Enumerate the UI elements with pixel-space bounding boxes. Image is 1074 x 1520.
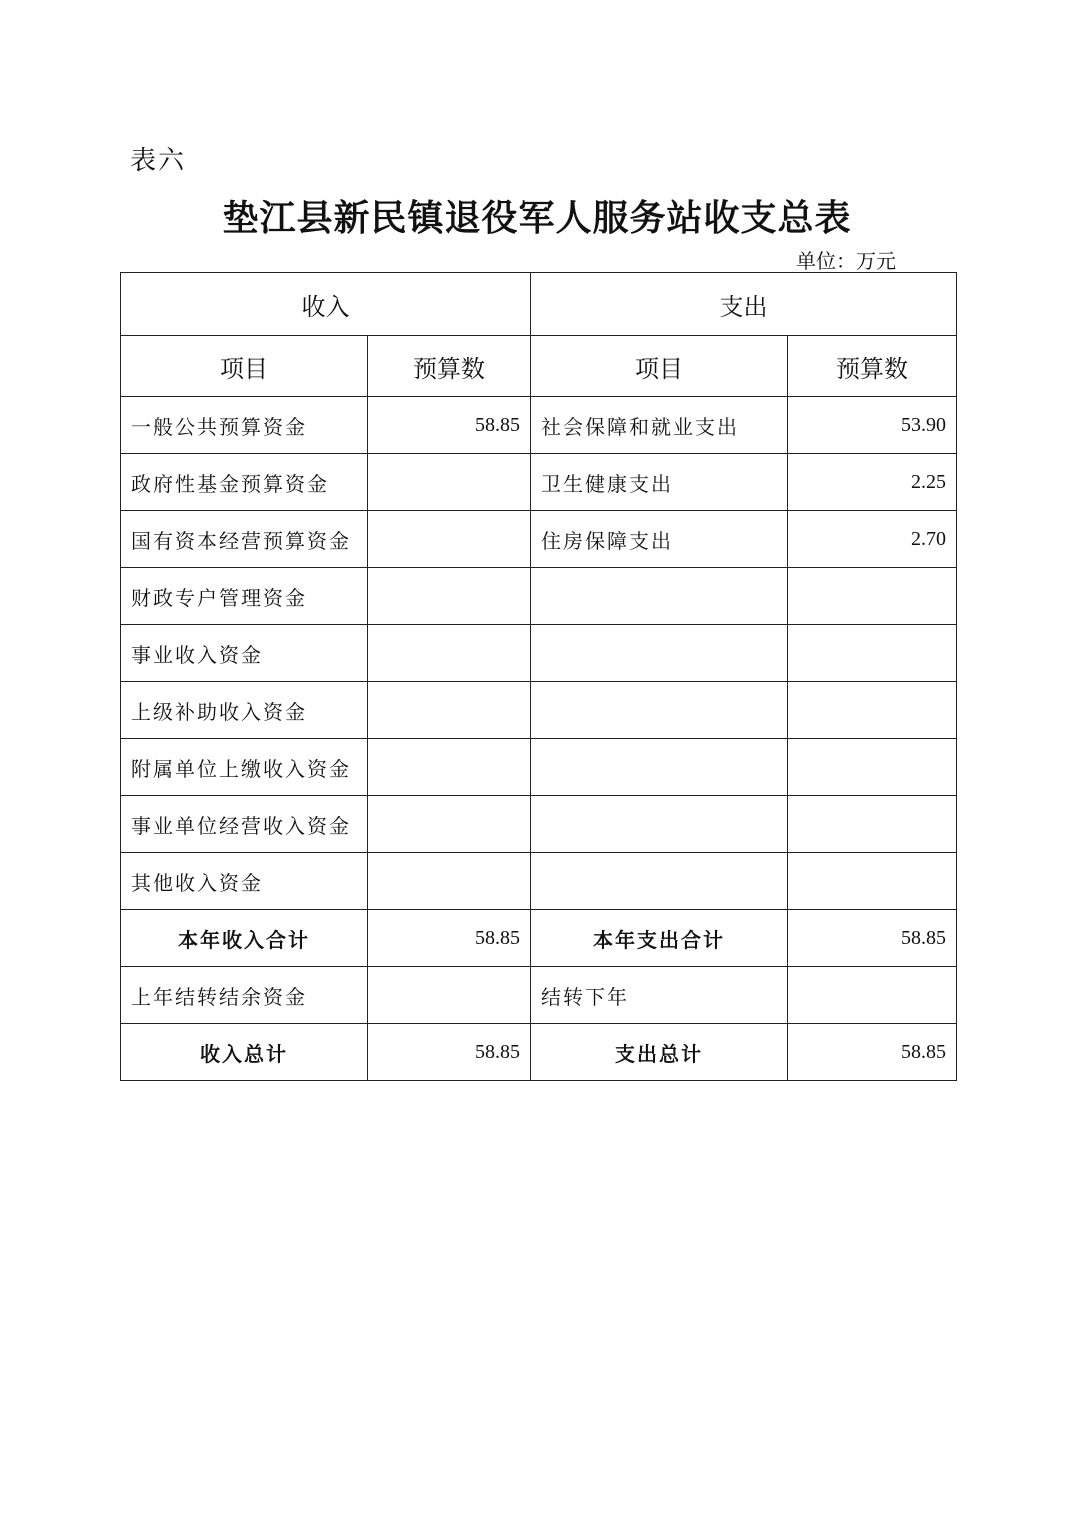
expense-value: 53.90 [788,397,957,454]
budget-summary-table [120,272,957,1081]
income-item: 政府性基金预算资金 [121,454,368,511]
year-expense-total-label: 本年支出合计 [531,910,788,967]
expense-item [531,568,788,625]
expense-value: 2.25 [788,454,957,511]
income-budget-header: 预算数 [368,336,531,397]
year-income-total-label: 本年收入合计 [121,910,368,967]
income-item: 一般公共预算资金 [121,397,368,454]
next-year-carryover-label: 结转下年 [531,967,788,1024]
table-row [121,511,957,568]
table-row [121,568,957,625]
table-row [121,397,957,454]
income-item: 事业收入资金 [121,625,368,682]
table-row [121,739,957,796]
income-value [368,682,531,739]
expense-value: 2.70 [788,511,957,568]
expense-value [788,625,957,682]
income-item: 财政专户管理资金 [121,568,368,625]
expense-item [531,853,788,910]
income-value [368,454,531,511]
page-title: 垫江县新民镇退役军人服务站收支总表 [222,197,852,239]
income-item-header: 项目 [121,336,368,397]
expense-value [788,682,957,739]
income-value [368,796,531,853]
table-row [121,454,957,511]
unit-label: 单位：万元 [796,249,896,273]
year-income-total-value: 58.85 [368,910,531,967]
income-item: 附属单位上缴收入资金 [121,739,368,796]
prior-year-carryover-label: 上年结转结余资金 [121,967,368,1024]
carryover-row [121,967,957,1024]
year-total-row [121,910,957,967]
income-item: 上级补助收入资金 [121,682,368,739]
income-value: 58.85 [368,397,531,454]
table-row [121,625,957,682]
table-row [121,796,957,853]
prior-year-carryover-value [368,967,531,1024]
expense-item: 卫生健康支出 [531,454,788,511]
expense-item [531,625,788,682]
table-label: 表六 [130,146,187,176]
expense-budget-header: 预算数 [788,336,957,397]
expense-group-header: 支出 [531,273,957,336]
income-value [368,511,531,568]
expense-item [531,739,788,796]
table-row [121,853,957,910]
expense-item [531,682,788,739]
expense-item-header: 项目 [531,336,788,397]
income-item: 其他收入资金 [121,853,368,910]
income-grand-total-value: 58.85 [368,1024,531,1081]
group-header-row [121,273,957,336]
income-item: 事业单位经营收入资金 [121,796,368,853]
year-expense-total-value: 58.85 [788,910,957,967]
expense-item: 社会保障和就业支出 [531,397,788,454]
expense-grand-total-label: 支出总计 [531,1024,788,1081]
expense-value [788,739,957,796]
income-item: 国有资本经营预算资金 [121,511,368,568]
expense-value [788,853,957,910]
next-year-carryover-value [788,967,957,1024]
income-value [368,853,531,910]
expense-value [788,796,957,853]
expense-value [788,568,957,625]
expense-item [531,796,788,853]
income-value [368,739,531,796]
income-value [368,568,531,625]
income-value [368,625,531,682]
expense-grand-total-value: 58.85 [788,1024,957,1081]
grand-total-row [121,1024,957,1081]
income-grand-total-label: 收入总计 [121,1024,368,1081]
column-header-row [121,336,957,397]
income-group-header: 收入 [121,273,531,336]
expense-item: 住房保障支出 [531,511,788,568]
table-row [121,682,957,739]
